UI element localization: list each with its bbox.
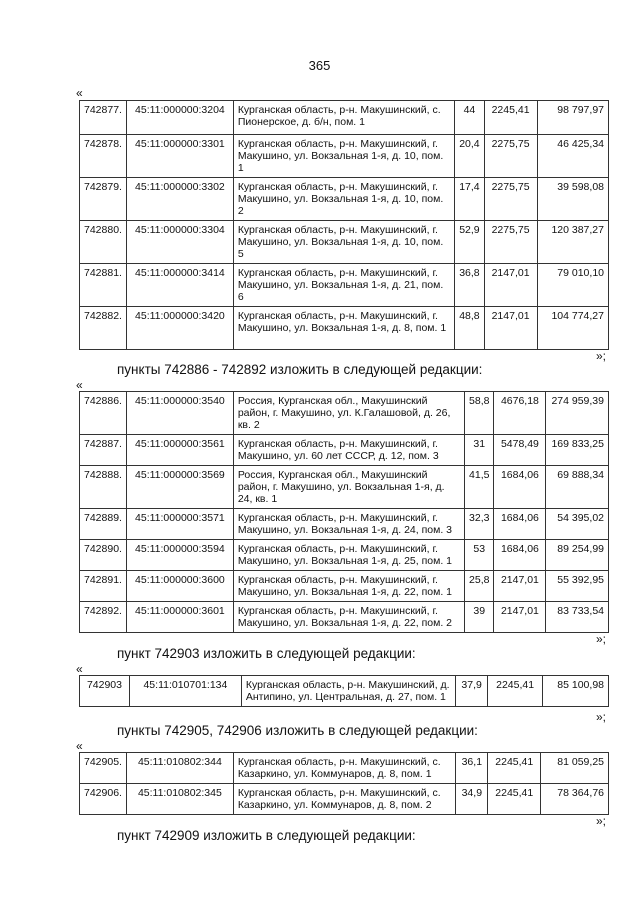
area: 52,9 (455, 221, 484, 264)
rate: 2275,75 (484, 135, 537, 178)
rate: 4676,18 (494, 392, 546, 435)
address: Курганская область, р-н. Макушинский, г. Макушино, ул. Вокзальная 1-я, д. 8, пом. 1 (233, 307, 454, 350)
area: 36,1 (456, 753, 488, 784)
open-quote: « (76, 739, 83, 753)
table-row (80, 307, 609, 350)
close-quote: »; (596, 814, 607, 828)
open-quote: « (76, 86, 83, 100)
area: 34,9 (456, 784, 488, 815)
open-quote: « (76, 378, 83, 392)
value: 69 888,34 (546, 466, 609, 509)
value: 85 100,98 (543, 676, 609, 707)
table-row (80, 435, 609, 466)
address: Россия, Курганская обл., Макушинский район, г. Макушино, ул. К.Галашовой, д. 26, кв. 2 (233, 392, 464, 435)
table-row (80, 540, 609, 571)
cadastral-number: 45:11:000000:3304 (126, 221, 233, 264)
cadastral-number: 45:11:000000:3420 (126, 307, 233, 350)
property-table (79, 100, 609, 350)
cadastral-number: 45:11:000000:3561 (126, 435, 233, 466)
row-number: 742882. (80, 307, 127, 350)
address: Курганская область, р-н. Макушинский, с. Казаркино, ул. Коммунаров, д. 8, пом. 2 (233, 784, 456, 815)
rate: 2245,41 (488, 676, 543, 707)
row-number: 742879. (80, 178, 127, 221)
cadastral-number: 45:11:010701:134 (129, 676, 241, 707)
rate: 5478,49 (494, 435, 546, 466)
table-row (80, 571, 609, 602)
close-quote: »; (596, 349, 607, 363)
area: 31 (465, 435, 494, 466)
area: 41,5 (465, 466, 494, 509)
rate: 1684,06 (494, 466, 546, 509)
cadastral-number: 45:11:000000:3600 (126, 571, 233, 602)
property-table (79, 391, 609, 633)
address: Курганская область, р-н. Макушинский, с. Казаркино, ул. Коммунаров, д. 8, пом. 1 (233, 753, 456, 784)
row-number: 742903 (80, 676, 130, 707)
value: 78 364,76 (541, 784, 609, 815)
area: 25,8 (465, 571, 494, 602)
table-row (80, 466, 609, 509)
rate: 2147,01 (494, 602, 546, 633)
value: 46 425,34 (537, 135, 608, 178)
cadastral-number: 45:11:000000:3302 (126, 178, 233, 221)
close-quote: »; (596, 632, 607, 646)
open-quote: « (76, 662, 83, 676)
row-number: 742887. (80, 435, 127, 466)
row-number: 742880. (80, 221, 127, 264)
property-table (79, 675, 609, 707)
address: Курганская область, р-н. Макушинский, г. Макушино, ул. Вокзальная 1-я, д. 25, пом. 1 (233, 540, 464, 571)
area: 20,4 (455, 135, 484, 178)
address: Курганская область, р-н. Макушинский, г. Макушино, ул. Вокзальная 1-я, д. 22, пом. 1 (233, 571, 464, 602)
address: Курганская область, р-н. Макушинский, г. Макушино, ул. Вокзальная 1-я, д. 10, пом. 1 (233, 135, 454, 178)
cadastral-number: 45:11:000000:3540 (126, 392, 233, 435)
amendment-instruction: пункты 742886 - 742892 изложить в следующей редакции: (117, 362, 483, 377)
address: Курганская область, р-н. Макушинский, г. Макушино, ул. Вокзальная 1-я, д. 24, пом. 3 (233, 509, 464, 540)
row-number: 742881. (80, 264, 127, 307)
amendment-instruction: пункт 742909 изложить в следующей редакции: (117, 828, 416, 843)
cadastral-number: 45:11:000000:3414 (126, 264, 233, 307)
value: 169 833,25 (546, 435, 609, 466)
table-row (80, 676, 609, 707)
address: Курганская область, р-н. Макушинский, г. Макушино, ул. Вокзальная 1-я, д. 10, пом. 5 (233, 221, 454, 264)
address: Курганская область, р-н. Макушинский, г. Макушино, ул. Вокзальная 1-я, д. 21, пом. 6 (233, 264, 454, 307)
area: 17,4 (455, 178, 484, 221)
rate: 2245,41 (484, 101, 537, 135)
area: 44 (455, 101, 484, 135)
value: 39 598,08 (537, 178, 608, 221)
rate: 2275,75 (484, 221, 537, 264)
cadastral-number: 45:11:010802:345 (126, 784, 233, 815)
row-number: 742891. (80, 571, 127, 602)
row-number: 742892. (80, 602, 127, 633)
table-row (80, 784, 609, 815)
row-number: 742886. (80, 392, 127, 435)
rate: 2147,01 (494, 571, 546, 602)
row-number: 742877. (80, 101, 127, 135)
table-row (80, 392, 609, 435)
cadastral-number: 45:11:000000:3601 (126, 602, 233, 633)
table-row (80, 753, 609, 784)
area: 48,8 (455, 307, 484, 350)
row-number: 742905. (80, 753, 127, 784)
page-number: 365 (308, 58, 331, 73)
address: Курганская область, р-н. Макушинский, г. Макушино, ул. Вокзальная 1-я, д. 22, пом. 2 (233, 602, 464, 633)
cadastral-number: 45:11:000000:3301 (126, 135, 233, 178)
value: 83 733,54 (546, 602, 609, 633)
value: 89 254,99 (546, 540, 609, 571)
value: 54 395,02 (546, 509, 609, 540)
row-number: 742906. (80, 784, 127, 815)
area: 37,9 (456, 676, 488, 707)
cadastral-number: 45:11:000000:3594 (126, 540, 233, 571)
value: 81 059,25 (541, 753, 609, 784)
area: 58,8 (465, 392, 494, 435)
table-row (80, 509, 609, 540)
table-row (80, 135, 609, 178)
table-row (80, 602, 609, 633)
row-number: 742878. (80, 135, 127, 178)
cadastral-number: 45:11:000000:3571 (126, 509, 233, 540)
value: 55 392,95 (546, 571, 609, 602)
rate: 1684,06 (494, 509, 546, 540)
property-table (79, 752, 609, 815)
table-row (80, 221, 609, 264)
amendment-instruction: пункт 742903 изложить в следующей редакции: (117, 646, 416, 661)
close-quote: »; (596, 710, 607, 724)
cadastral-number: 45:11:010802:344 (126, 753, 233, 784)
amendment-instruction: пункты 742905, 742906 изложить в следующей редакции: (117, 723, 478, 738)
table-row (80, 264, 609, 307)
cadastral-number: 45:11:000000:3204 (126, 101, 233, 135)
area: 39 (465, 602, 494, 633)
value: 98 797,97 (537, 101, 608, 135)
address: Курганская область, р-н. Макушинский, д. Антипино, ул. Центральная, д. 27, пом. 1 (241, 676, 455, 707)
area: 36,8 (455, 264, 484, 307)
row-number: 742890. (80, 540, 127, 571)
value: 120 387,27 (537, 221, 608, 264)
area: 32,3 (465, 509, 494, 540)
area: 53 (465, 540, 494, 571)
address: Курганская область, р-н. Макушинский, г. Макушино, ул. Вокзальная 1-я, д. 10, пом. 2 (233, 178, 454, 221)
rate: 2245,41 (488, 753, 541, 784)
table-row (80, 101, 609, 135)
rate: 2147,01 (484, 264, 537, 307)
row-number: 742888. (80, 466, 127, 509)
table-row (80, 178, 609, 221)
rate: 2245,41 (488, 784, 541, 815)
cadastral-number: 45:11:000000:3569 (126, 466, 233, 509)
rate: 1684,06 (494, 540, 546, 571)
value: 104 774,27 (537, 307, 608, 350)
address: Россия, Курганская обл., Макушинский район, г. Макушино, ул. Вокзальная 1-я, д. 24, кв. 1 (233, 466, 464, 509)
rate: 2275,75 (484, 178, 537, 221)
value: 274 959,39 (546, 392, 609, 435)
rate: 2147,01 (484, 307, 537, 350)
address: Курганская область, р-н. Макушинский, с. Пионерское, д. б/н, пом. 1 (233, 101, 454, 135)
value: 79 010,10 (537, 264, 608, 307)
row-number: 742889. (80, 509, 127, 540)
address: Курганская область, р-н. Макушинский, г. Макушино, ул. 60 лет СССР, д. 12, пом. 3 (233, 435, 464, 466)
